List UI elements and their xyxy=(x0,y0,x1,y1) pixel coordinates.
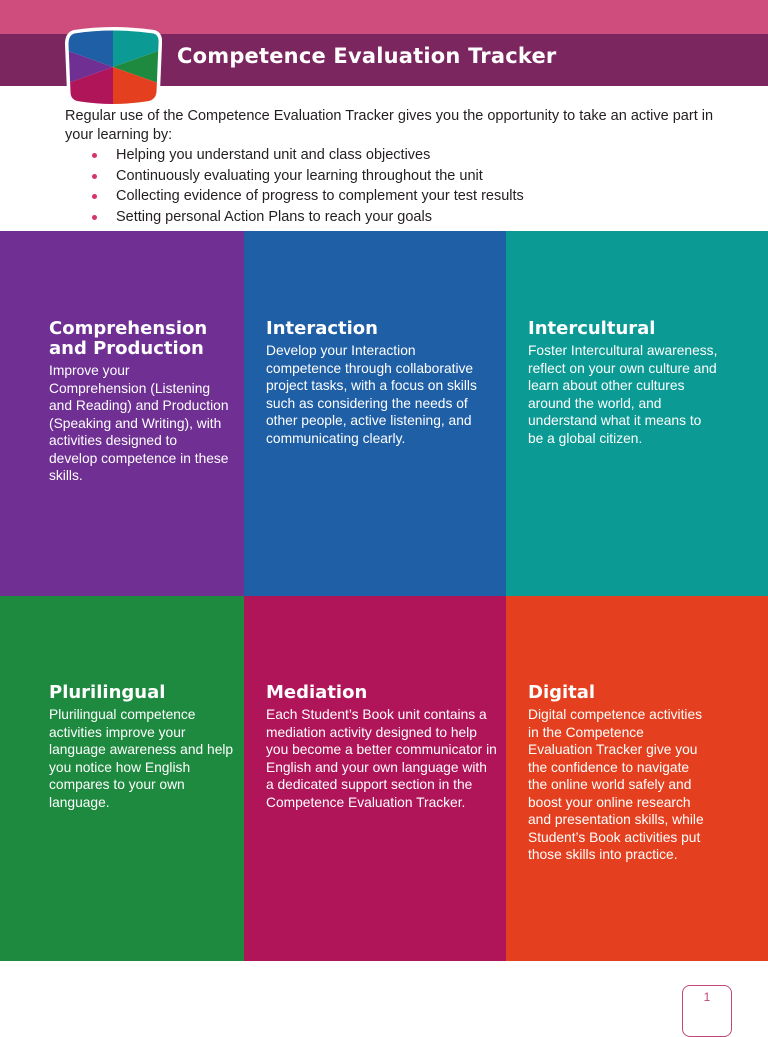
intro-section xyxy=(65,107,715,227)
bullet-dot-icon xyxy=(92,153,97,158)
page-title: Competence Evaluation Tracker xyxy=(177,44,557,68)
tile-plurilingual xyxy=(0,596,244,961)
tile-heading: Comprehension and Production xyxy=(49,318,208,359)
tile-heading: Intercultural xyxy=(528,318,656,339)
bullet-dot-icon xyxy=(92,174,97,179)
competence-wheel-logo xyxy=(64,26,162,108)
page-number-box xyxy=(682,985,732,1037)
list-item: Collecting evidence of progress to complement your test results xyxy=(92,186,715,207)
tile-intercultural xyxy=(506,231,768,596)
tile-interaction xyxy=(244,231,506,596)
tile-mediation xyxy=(244,596,506,961)
tile-body: Improve your Comprehension (Listening and Reading) and Production (Speaking and Writing), with activities designed to develop competence in these skills. xyxy=(49,363,229,483)
tile-body: Develop your Interaction competence through collaborative project tasks, with a focus on skills such as considering the needs of other people, active listening, and communicating clearly. xyxy=(266,343,477,446)
tile-digital xyxy=(506,596,768,961)
intro-text: Regular use of the Competence Evaluation Tracker gives you the opportunity to take an active part in your learning by: xyxy=(65,108,714,143)
tile-body: Digital competence activities in the Competence Evaluation Tracker give you the confidence to navigate the online world safely and boost your online research and presentation skills, while Student’s Book activities put those skills into practice. xyxy=(528,707,704,862)
tile-comprehension-production xyxy=(0,231,244,596)
list-item: Setting personal Action Plans to reach your goals xyxy=(92,207,715,228)
bullet-dot-icon xyxy=(92,215,97,220)
tile-heading: Plurilingual xyxy=(49,682,166,703)
list-item: Helping you understand unit and class objectives xyxy=(92,145,715,166)
bullet-dot-icon xyxy=(92,194,97,199)
tile-heading: Digital xyxy=(528,682,596,703)
tile-body: Plurilingual competence activities improve your language awareness and help you notice how English compares to your own language. xyxy=(49,707,234,810)
tile-body: Each Student’s Book unit contains a mediation activity designed to help you become a better communicator in English and your own language with a dedicated support section in the Competence Evaluation Tracker. xyxy=(266,707,497,810)
tile-body: Foster Intercultural awareness, reflect on your own culture and learn about other cultures around the world, and understand what it means to be a global citizen. xyxy=(528,343,718,446)
list-item: Continuously evaluating your learning throughout the unit xyxy=(92,166,715,187)
page-number: 1 xyxy=(703,990,711,1004)
tile-heading: Mediation xyxy=(266,682,368,703)
intro-bullet-list xyxy=(65,145,715,227)
tile-heading: Interaction xyxy=(266,318,378,339)
